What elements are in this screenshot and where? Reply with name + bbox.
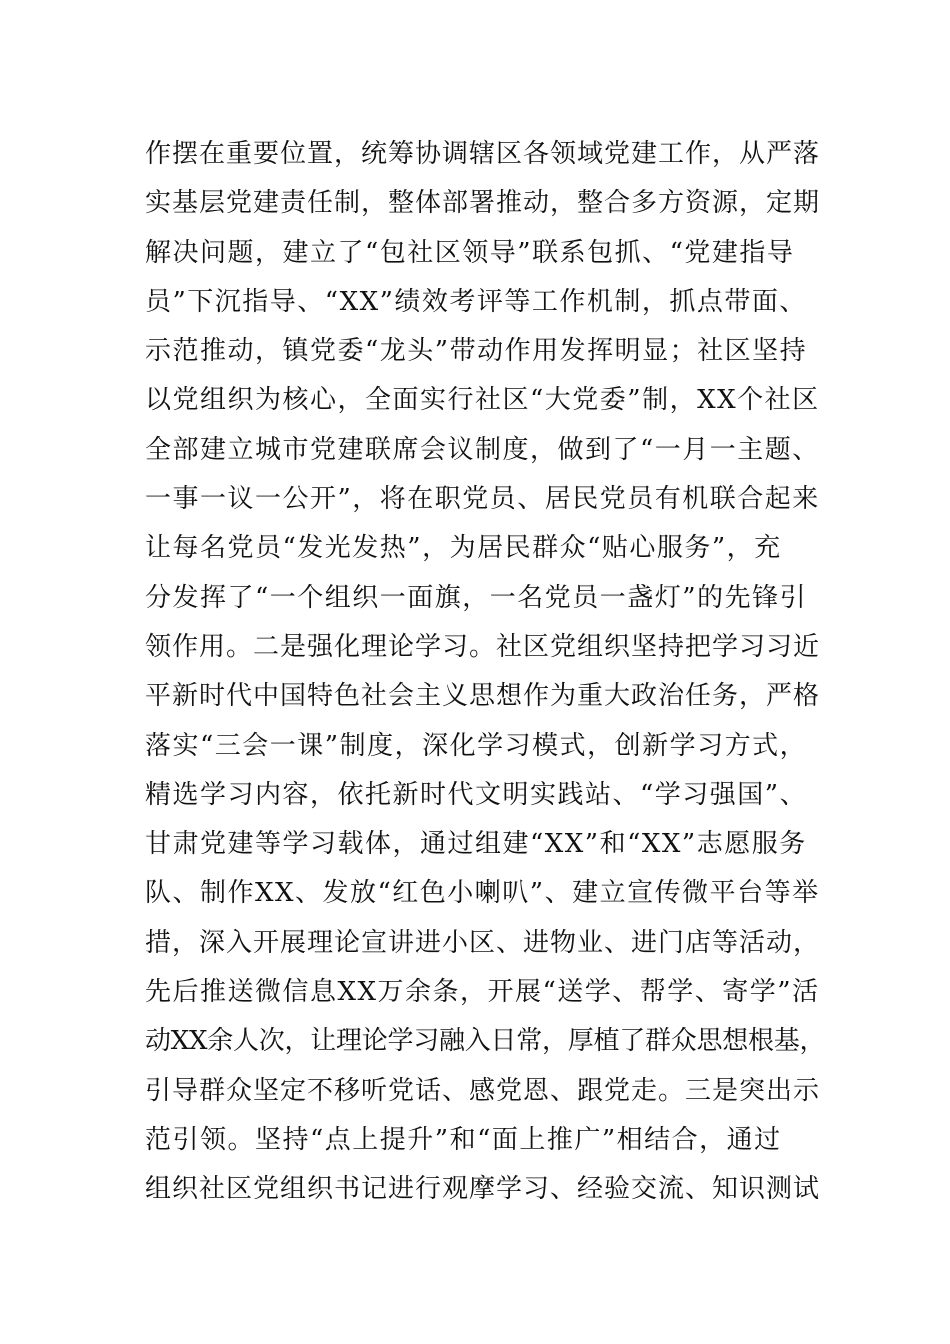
body-text xyxy=(145,130,825,1215)
text-line: 领作用。二是强化理论学习。社区党组织坚持把学习习近 xyxy=(145,631,821,662)
text-line: 平新时代中国特色社会主义思想作为重大政治任务，严格 xyxy=(145,681,821,712)
text-line: 分发挥了“一个组织一面旗，一名党员一盏灯”的先锋引 xyxy=(145,582,808,613)
text-line: 甘肃党建等学习载体，通过组建“XX”和“XX”志愿服务 xyxy=(145,829,807,860)
text-line: 引导群众坚定不移听党话、感党恩、跟党走。三是突出示 xyxy=(145,1075,821,1106)
text-line: 作摆在重要位置，统筹协调辖区各领域党建工作，从严落 xyxy=(145,139,821,169)
text-line: 全部建立城市党建联席会议制度，做到了“一月一主题、 xyxy=(145,434,820,465)
text-line: 精选学习内容，依托新时代文明实践站、“学习强国”、 xyxy=(145,779,808,810)
text-line: 让每名党员“发光发热”，为居民群众“贴心服务”，充 xyxy=(145,533,782,564)
text-line: 范引领。坚持“点上提升”和“面上推广”相结合，通过 xyxy=(145,1124,782,1155)
text-line: 措，深入开展理论宣讲进小区、进物业、进门店等活动， xyxy=(145,927,821,958)
text-line: 先后推送微信息XX万余条，开展“送学、帮学、寄学”活 xyxy=(145,977,820,1008)
text-line: 示范推动，镇党委“龙头”带动作用发挥明显；社区坚持 xyxy=(145,336,808,367)
text-line: 落实“三会一课”制度，深化学习模式，创新学习方式， xyxy=(145,730,808,761)
text-line: 队、制作XX、发放“红色小喇叭”、建立宣传微平台等举 xyxy=(145,878,820,909)
text-line: 以党组织为核心，全面实行社区“大党委”制，XX个社区 xyxy=(145,385,820,416)
text-line: 解决问题，建立了“包社区领导”联系包抓、“党建指导 xyxy=(145,237,795,268)
text-line: 组织社区党组织书记进行观摩学习、经验交流、知识测试 xyxy=(145,1174,821,1205)
text-line: 一事一议一公开”，将在职党员、居民党员有机联合起来 xyxy=(145,484,820,515)
text-line: 动XX余人次，让理论学习融入日常，厚植了群众思想根基， xyxy=(145,1026,826,1057)
text-line: 员”下沉指导、“XX”绩效考评等工作机制，抓点带面、 xyxy=(145,286,807,317)
text-line: 实基层党建责任制，整体部署推动，整合多方资源，定期 xyxy=(145,188,821,219)
